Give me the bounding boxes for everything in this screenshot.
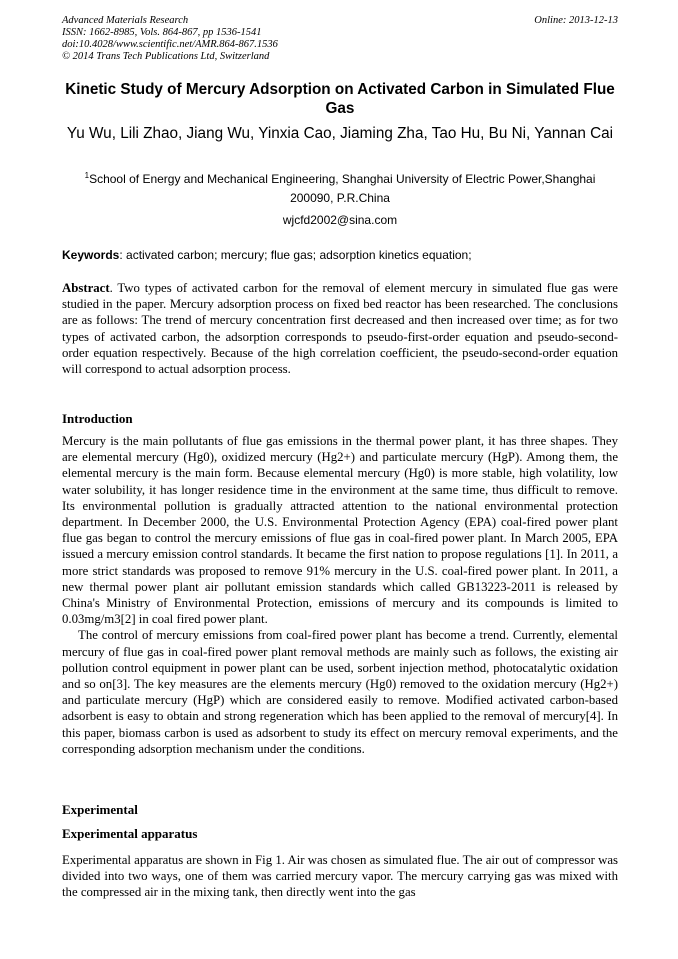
abstract-label: Abstract	[62, 281, 110, 295]
journal-header	[62, 15, 618, 63]
abstract-text: . Two types of activated carbon for the removal of element mercury in simulated flue gas were studied in the paper. Mercury adsorption process on fixed bed reactor has been researched. The conclusions are as follows: The trend of mercury concentration first decreased and then increased over time; as for two types of activated carbon, the adsorption corresponds to pseudo-first-order equation and pseudo-second-order equation respectively. Because of the high correlation coefficient, the pseudo-second-order equation will correspond to actual adsorption process.	[62, 281, 618, 377]
introduction-paragraph-2: The control of mercury emissions from coal-fired power plant has become a trend. Currently, elemental mercury of flue gas in coal-fired power plant removal methods are mainly such as follows, the existing air pollution control equipment in power plant can be used, sorbent injection method, photocatalytic oxidation and so on[3]. The key measures are the elements mercury (Hg0) removed to the oxidation mercury (Hg2+) and particulate mercury (HgP) which are considered easily to remove. Modified activated carbon-based adsorbent is easy to obtain and strong regeneration which has been applied to the removal of mercury[4]. In this paper, biomass carbon is used as adsorbent to study its effect on mercury removal experiments, and the corresponding adsorption mechanism under the conditions.	[62, 628, 618, 756]
apparatus-paragraph-1: Experimental apparatus are shown in Fig 1. Air was chosen as simulated flue. The air out of compressor was divided into two ways, one of them was carried mercury vapor. The mercury carrying gas was mixed with the compressed air in the mixing tank, then directly went into the gas	[62, 853, 618, 900]
keywords	[62, 247, 618, 263]
affiliation-marker: 1	[84, 171, 90, 180]
apparatus-heading: Experimental apparatus	[62, 826, 198, 841]
apparatus-body	[62, 852, 618, 901]
experimental-heading: Experimental	[62, 802, 138, 817]
introduction-paragraph-1: Mercury is the main pollutants of flue gas emissions in the thermal power plant, it has three shapes. They are elemental mercury (Hg0), oxidized mercury (Hg2+) and particulate mercury (HgP). Among them, the elemental mercury is the main form. Because elemental mercury (Hg0) is more stable, high volatility, low water solubility, it has longer residence time in the environment at the same time, thus difficult to remove. Its environmental pollution is gradually attracted attention to the national environmental protection department. In December 2000, the U.S. Environmental Protection Agency (EPA) coal-fired power plant flue gas began to control the mercury emissions of flue gas in coal-fired power plant. In March 2005, EPA issued a mercury emission control standards. It became the first nation to propose regulations [1]. In 2011, a more strict standards was proposed to remove 91% mercury in the U.S. coal-fired power plant. In 2011, a new thermal power plant air pollutant emission standards which called GB13223-2011 is released by China's Ministry of Environmental Protection, emissions of mercury and its compounds is limited to 0.03mg/m3[2] in coal fired power plant.	[62, 434, 618, 627]
journal-name: Advanced Materials Research	[62, 15, 189, 26]
abstract	[62, 280, 618, 377]
author-email: wjcfd2002@sina.com	[282, 213, 398, 227]
paper-title: Kinetic Study of Mercury Adsorption on Activated Carbon in Simulated Flue Gas	[65, 81, 615, 117]
keywords-label: Keywords	[62, 248, 120, 262]
affiliation-text: School of Energy and Mechanical Engineering, Shanghai University of Electric Power,Shanghai 200090, P.R.China	[89, 172, 596, 205]
affiliation	[62, 170, 618, 208]
journal-copyright: © 2014 Trans Tech Publications Ltd, Switzerland	[62, 51, 270, 62]
journal-issn: ISSN: 1662-8985, Vols. 864-867, pp 1536-1541	[62, 27, 262, 38]
introduction-heading: Introduction	[62, 411, 133, 426]
keywords-text: : activated carbon; mercury; flue gas; adsorption kinetics equation;	[119, 248, 472, 262]
journal-doi: doi:10.4028/www.scientific.net/AMR.864-867.1536	[62, 39, 278, 50]
introduction-body	[62, 433, 618, 757]
author-list: Yu Wu, Lili Zhao, Jiang Wu, Yinxia Cao, Jiaming Zha, Tao Hu, Bu Ni, Yannan Cai	[66, 125, 614, 142]
online-date: Online: 2013-12-13	[534, 15, 618, 26]
